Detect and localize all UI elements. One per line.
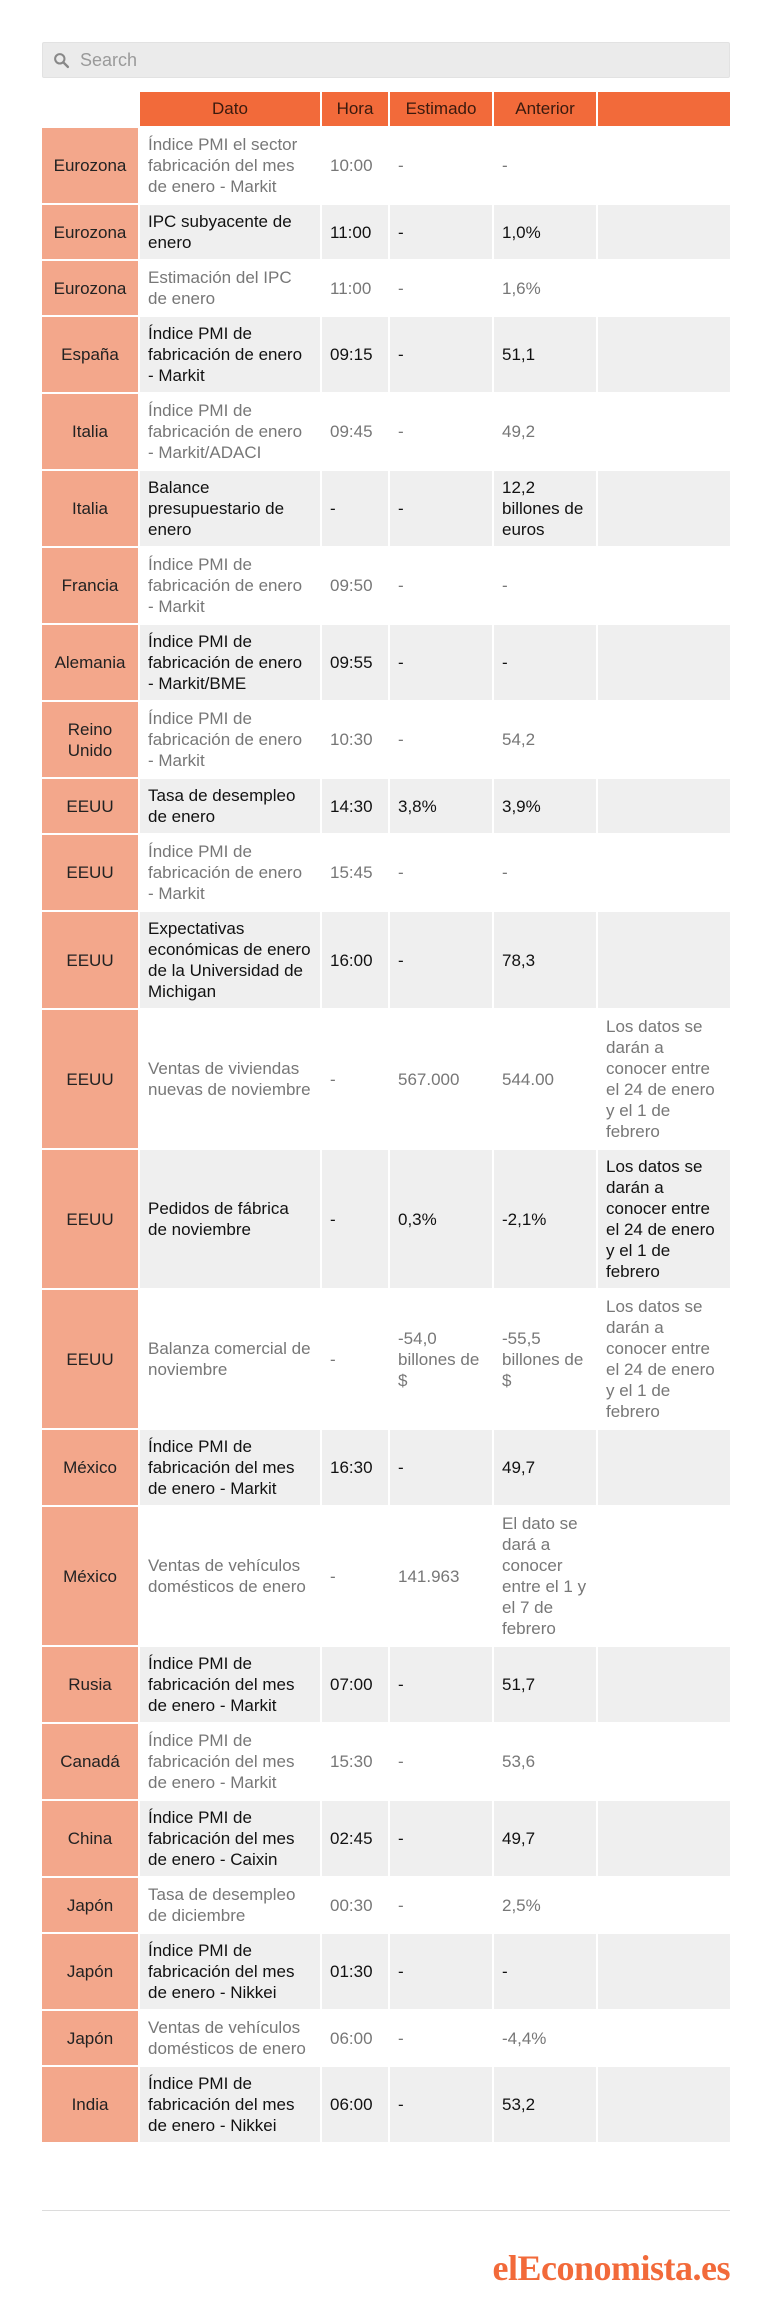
dato-cell: Índice PMI de fabricación del mes de enero - Markit [138, 1428, 320, 1505]
hora-cell: 01:30 [320, 1932, 388, 2009]
table-row [42, 259, 730, 315]
estimado-cell: - [388, 1645, 492, 1722]
country-cell: México [42, 1428, 138, 1505]
country-cell: Francia [42, 546, 138, 623]
table-row [42, 2009, 730, 2065]
table-row [42, 1428, 730, 1505]
hora-cell: 02:45 [320, 1799, 388, 1876]
estimado-cell: - [388, 259, 492, 315]
anterior-cell: -4,4% [492, 2009, 596, 2065]
table-row [42, 1799, 730, 1876]
anterior-cell: 51,1 [492, 315, 596, 392]
estimado-cell: - [388, 392, 492, 469]
estimado-cell: - [388, 546, 492, 623]
dato-cell: Estimación del IPC de enero [138, 259, 320, 315]
calendar-widget [42, 42, 730, 2142]
hora-cell: 06:00 [320, 2009, 388, 2065]
nota-cell [596, 392, 730, 469]
estimado-cell: - [388, 469, 492, 546]
dato-cell: Índice PMI de fabricación de enero - Markit/BME [138, 623, 320, 700]
estimado-cell: - [388, 2009, 492, 2065]
table-row [42, 203, 730, 259]
table-row [42, 1932, 730, 2009]
hora-cell: - [320, 1148, 388, 1288]
country-cell: Italia [42, 392, 138, 469]
nota-cell [596, 315, 730, 392]
hora-cell: 10:30 [320, 700, 388, 777]
anterior-cell: 1,6% [492, 259, 596, 315]
economic-calendar-table [42, 92, 730, 2142]
country-cell: Italia [42, 469, 138, 546]
dato-cell: Índice PMI de fabricación del mes de enero - Nikkei [138, 1932, 320, 2009]
dato-cell: Índice PMI de fabricación de enero - Markit [138, 700, 320, 777]
nota-cell [596, 833, 730, 910]
hora-cell: - [320, 1008, 388, 1148]
estimado-cell: 0,3% [388, 1148, 492, 1288]
anterior-cell: - [492, 546, 596, 623]
nota-cell: Los datos se darán a conocer entre el 24 de enero y el 1 de febrero [596, 1148, 730, 1288]
brand-logo[interactable]: elEconomista.es [492, 2248, 730, 2288]
hora-cell: 16:30 [320, 1428, 388, 1505]
country-cell: India [42, 2065, 138, 2142]
dato-cell: Ventas de viviendas nuevas de noviembre [138, 1008, 320, 1148]
anterior-cell: 54,2 [492, 700, 596, 777]
table-row [42, 1722, 730, 1799]
hora-cell: 09:15 [320, 315, 388, 392]
table-row [42, 1876, 730, 1932]
anterior-cell: -2,1% [492, 1148, 596, 1288]
table-row [42, 1008, 730, 1148]
dato-cell: Balanza comercial de noviembre [138, 1288, 320, 1428]
country-cell: EEUU [42, 1148, 138, 1288]
nota-cell [596, 203, 730, 259]
anterior-cell: 78,3 [492, 910, 596, 1008]
estimado-cell: - [388, 1876, 492, 1932]
anterior-cell: 53,6 [492, 1722, 596, 1799]
nota-cell [596, 777, 730, 833]
nota-cell [596, 2065, 730, 2142]
country-cell: EEUU [42, 1288, 138, 1428]
anterior-cell: 2,5% [492, 1876, 596, 1932]
country-cell: Japón [42, 1876, 138, 1932]
estimado-cell: 3,8% [388, 777, 492, 833]
dato-cell: Índice PMI de fabricación de enero - Markit/ADACI [138, 392, 320, 469]
dato-cell: IPC subyacente de enero [138, 203, 320, 259]
table-row [42, 1288, 730, 1428]
estimado-cell: - [388, 2065, 492, 2142]
country-cell: España [42, 315, 138, 392]
anterior-cell: 51,7 [492, 1645, 596, 1722]
table-row [42, 2065, 730, 2142]
anterior-cell: - [492, 833, 596, 910]
dato-cell: Ventas de vehículos domésticos de enero [138, 1505, 320, 1645]
hora-cell: 00:30 [320, 1876, 388, 1932]
country-cell: EEUU [42, 910, 138, 1008]
country-cell: Alemania [42, 623, 138, 700]
table-row [42, 315, 730, 392]
estimado-cell: - [388, 1799, 492, 1876]
nota-cell [596, 1645, 730, 1722]
nota-cell [596, 1722, 730, 1799]
hora-cell: 10:00 [320, 126, 388, 203]
dato-cell: Tasa de desempleo de enero [138, 777, 320, 833]
estimado-cell: - [388, 1932, 492, 2009]
table-row [42, 833, 730, 910]
estimado-cell: - [388, 1428, 492, 1505]
nota-cell [596, 910, 730, 1008]
country-cell: Eurozona [42, 126, 138, 203]
dato-cell: Tasa de desempleo de diciembre [138, 1876, 320, 1932]
estimado-cell: - [388, 203, 492, 259]
estimado-cell: - [388, 623, 492, 700]
nota-cell [596, 126, 730, 203]
anterior-cell: 3,9% [492, 777, 596, 833]
country-cell: Eurozona [42, 259, 138, 315]
anterior-cell: 49,7 [492, 1799, 596, 1876]
table-row [42, 1645, 730, 1722]
estimado-cell: 141.963 [388, 1505, 492, 1645]
nota-cell [596, 1428, 730, 1505]
nota-cell [596, 2009, 730, 2065]
country-cell: China [42, 1799, 138, 1876]
dato-cell: Índice PMI de fabricación del mes de enero - Nikkei [138, 2065, 320, 2142]
dato-cell: Ventas de vehículos domésticos de enero [138, 2009, 320, 2065]
dato-cell: Expectativas económicas de enero de la Universidad de Michigan [138, 910, 320, 1008]
nota-cell [596, 1505, 730, 1645]
hora-cell: 16:00 [320, 910, 388, 1008]
country-cell: EEUU [42, 833, 138, 910]
country-cell: Reino Unido [42, 700, 138, 777]
search-input[interactable] [78, 49, 682, 72]
header-estimado[interactable]: Estimado [388, 92, 492, 126]
anterior-cell: - [492, 623, 596, 700]
estimado-cell: - [388, 833, 492, 910]
estimado-cell: - [388, 315, 492, 392]
hora-cell: - [320, 1288, 388, 1428]
dato-cell: Índice PMI de fabricación del mes de enero - Markit [138, 1722, 320, 1799]
hora-cell: 15:30 [320, 1722, 388, 1799]
anterior-cell: - [492, 1932, 596, 2009]
hora-cell: - [320, 469, 388, 546]
dato-cell: Índice PMI el sector fabricación del mes de enero - Markit [138, 126, 320, 203]
estimado-cell: - [388, 126, 492, 203]
anterior-cell: 1,0% [492, 203, 596, 259]
estimado-cell: -54,0 billones de $ [388, 1288, 492, 1428]
table-row [42, 910, 730, 1008]
table-row [42, 1148, 730, 1288]
nota-cell [596, 700, 730, 777]
nota-cell [596, 1876, 730, 1932]
table-row [42, 777, 730, 833]
dato-cell: Balance presupuestario de enero [138, 469, 320, 546]
table-row [42, 126, 730, 203]
hora-cell: - [320, 1505, 388, 1645]
nota-cell [596, 259, 730, 315]
country-cell: Japón [42, 2009, 138, 2065]
dato-cell: Índice PMI de fabricación del mes de enero - Markit [138, 1645, 320, 1722]
estimado-cell: - [388, 910, 492, 1008]
hora-cell: 09:50 [320, 546, 388, 623]
header-dato[interactable]: Dato [138, 92, 320, 126]
hora-cell: 11:00 [320, 203, 388, 259]
nota-cell [596, 623, 730, 700]
anterior-cell: 12,2 billones de euros [492, 469, 596, 546]
table-header [42, 92, 730, 126]
nota-cell [596, 469, 730, 546]
hora-cell: 15:45 [320, 833, 388, 910]
header-nota [596, 92, 730, 126]
dato-cell: Índice PMI de fabricación de enero - Markit [138, 833, 320, 910]
nota-cell [596, 1799, 730, 1876]
nota-cell: Los datos se darán a conocer entre el 24 de enero y el 1 de febrero [596, 1288, 730, 1428]
anterior-cell: -55,5 billones de $ [492, 1288, 596, 1428]
anterior-cell: El dato se dará a conocer entre el 1 y el 7 de febrero [492, 1505, 596, 1645]
anterior-cell: 53,2 [492, 2065, 596, 2142]
header-hora[interactable]: Hora [320, 92, 388, 126]
hora-cell: 11:00 [320, 259, 388, 315]
dato-cell: Índice PMI de fabricación del mes de enero - Caixin [138, 1799, 320, 1876]
country-cell: Eurozona [42, 203, 138, 259]
country-cell: México [42, 1505, 138, 1645]
table-row [42, 623, 730, 700]
search-icon [53, 52, 70, 69]
footer-divider [42, 2210, 730, 2211]
header-anterior[interactable]: Anterior [492, 92, 596, 126]
country-cell: EEUU [42, 1008, 138, 1148]
country-cell: Canadá [42, 1722, 138, 1799]
nota-cell: Los datos se darán a conocer entre el 24 de enero y el 1 de febrero [596, 1008, 730, 1148]
anterior-cell: 49,7 [492, 1428, 596, 1505]
table-row [42, 392, 730, 469]
anterior-cell: 544.00 [492, 1008, 596, 1148]
header-country [42, 92, 138, 126]
table-row [42, 546, 730, 623]
nota-cell [596, 1932, 730, 2009]
anterior-cell: - [492, 126, 596, 203]
dato-cell: Pedidos de fábrica de noviembre [138, 1148, 320, 1288]
anterior-cell: 49,2 [492, 392, 596, 469]
hora-cell: 14:30 [320, 777, 388, 833]
search-bar[interactable] [42, 42, 730, 78]
country-cell: Japón [42, 1932, 138, 2009]
estimado-cell: 567.000 [388, 1008, 492, 1148]
country-cell: EEUU [42, 777, 138, 833]
hora-cell: 06:00 [320, 2065, 388, 2142]
hora-cell: 07:00 [320, 1645, 388, 1722]
table-row [42, 1505, 730, 1645]
dato-cell: Índice PMI de fabricación de enero - Markit [138, 315, 320, 392]
hora-cell: 09:55 [320, 623, 388, 700]
table-row [42, 469, 730, 546]
table-row [42, 700, 730, 777]
nota-cell [596, 546, 730, 623]
hora-cell: 09:45 [320, 392, 388, 469]
country-cell: Rusia [42, 1645, 138, 1722]
estimado-cell: - [388, 1722, 492, 1799]
dato-cell: Índice PMI de fabricación de enero - Markit [138, 546, 320, 623]
estimado-cell: - [388, 700, 492, 777]
